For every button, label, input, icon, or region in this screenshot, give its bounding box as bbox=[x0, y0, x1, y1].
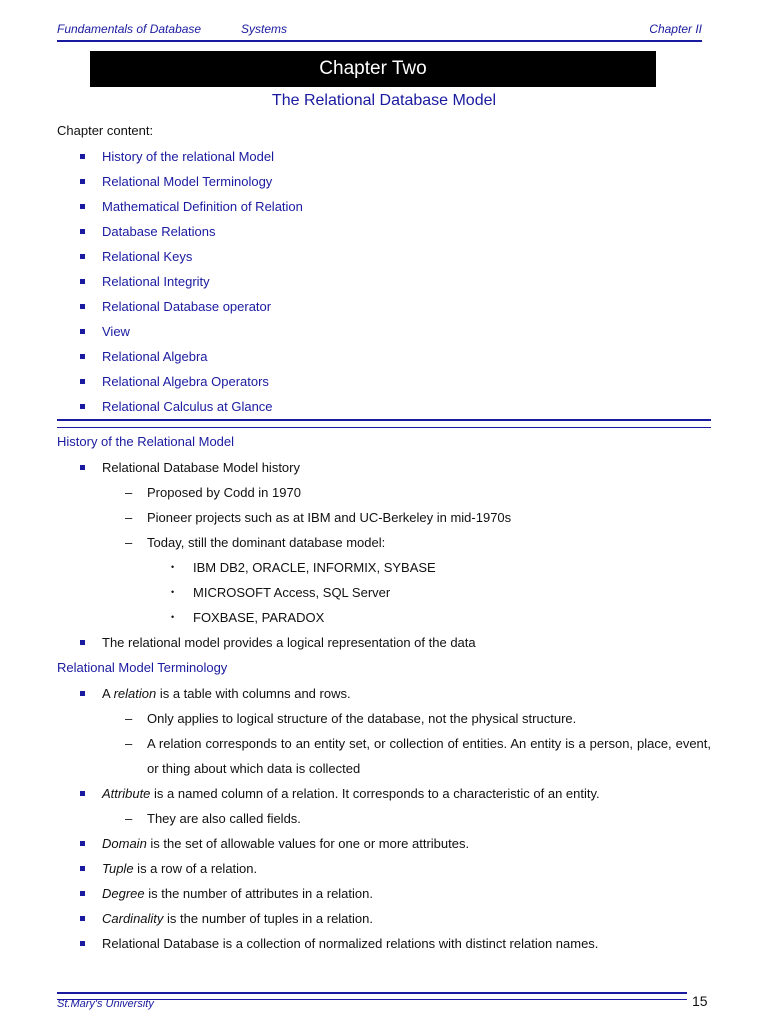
term-word: relation bbox=[113, 686, 157, 701]
footer-university: St.Mary's University bbox=[57, 998, 154, 1010]
contents-item[interactable]: Database Relations bbox=[57, 219, 712, 244]
contents-label: Chapter content: bbox=[57, 123, 154, 138]
contents-item[interactable]: Relational Database operator bbox=[57, 294, 712, 319]
running-header bbox=[57, 22, 702, 38]
history-section bbox=[57, 455, 711, 655]
term-word: Degree bbox=[102, 886, 145, 901]
page-number: 15 bbox=[692, 993, 708, 1009]
term-word: Domain bbox=[102, 836, 147, 851]
contents-list bbox=[57, 144, 712, 419]
term-definition: is a named column of a relation. It corresponds to a characteristic of an entity. bbox=[150, 786, 600, 801]
history-sub-item: – Proposed by Codd in 1970 bbox=[57, 480, 711, 505]
attribute-sub-item: – They are also called fields. bbox=[57, 806, 711, 831]
contents-item[interactable]: Relational Algebra bbox=[57, 344, 712, 369]
history-item: The relational model provides a logical representation of the data bbox=[57, 630, 711, 655]
term-definition: is the number of tuples in a relation. bbox=[163, 911, 373, 926]
term-definition: is the number of attributes in a relation. bbox=[144, 886, 373, 901]
header-rule bbox=[57, 40, 702, 42]
section-title-history: History of the Relational Model bbox=[57, 434, 235, 449]
term-word: Attribute bbox=[102, 786, 151, 801]
term-degree bbox=[57, 881, 711, 906]
history-item: Relational Database Model history bbox=[57, 455, 711, 480]
term-tuple bbox=[57, 856, 711, 881]
term-relation bbox=[57, 681, 711, 706]
product-item: • IBM DB2, ORACLE, INFORMIX, SYBASE bbox=[57, 555, 711, 580]
term-attribute bbox=[57, 781, 711, 806]
term-word: Tuple bbox=[102, 861, 134, 876]
history-sub-item: – Pioneer projects such as at IBM and UC-Berkeley in mid-1970s bbox=[57, 505, 711, 530]
term-relational-database: Relational Database is a collection of normalized relations with distinct relation names. bbox=[57, 931, 711, 956]
header-title-cont: Systems bbox=[241, 22, 288, 36]
contents-item[interactable]: Relational Integrity bbox=[57, 269, 712, 294]
contents-item[interactable]: Relational Model Terminology bbox=[57, 169, 712, 194]
relation-sub-item: – Only applies to logical structure of the database, not the physical structure. bbox=[57, 706, 711, 731]
term-prefix: A bbox=[102, 686, 114, 701]
term-domain bbox=[57, 831, 711, 856]
term-definition: is a row of a relation. bbox=[133, 861, 258, 876]
product-item: • FOXBASE, PARADOX bbox=[57, 605, 711, 630]
term-cardinality bbox=[57, 906, 711, 931]
chapter-subtitle: The Relational Database Model bbox=[271, 92, 497, 109]
header-chapter: Chapter II bbox=[649, 22, 702, 36]
contents-item[interactable]: Relational Algebra Operators bbox=[57, 369, 712, 394]
header-title: Fundamentals of Database bbox=[57, 22, 202, 36]
section-divider bbox=[57, 419, 711, 428]
contents-item[interactable]: Mathematical Definition of Relation bbox=[57, 194, 712, 219]
relation-sub-item: – A relation corresponds to an entity set, or collection of entities. An entity is a person, place, event, or thing about which data is collected bbox=[57, 731, 711, 781]
history-sub-item: – Today, still the dominant database model: bbox=[57, 530, 711, 555]
terminology-section bbox=[57, 681, 711, 956]
term-definition: is the set of allowable values for one or more attributes. bbox=[146, 836, 470, 851]
chapter-banner: Chapter Two bbox=[90, 51, 656, 87]
contents-item[interactable]: View bbox=[57, 319, 712, 344]
contents-item[interactable]: History of the relational Model bbox=[57, 144, 712, 169]
contents-item[interactable]: Relational Keys bbox=[57, 244, 712, 269]
contents-item[interactable]: Relational Calculus at Glance bbox=[57, 394, 712, 419]
term-word: Cardinality bbox=[102, 911, 164, 926]
section-title-terminology: Relational Model Terminology bbox=[57, 660, 228, 675]
term-definition: is a table with columns and rows. bbox=[156, 686, 351, 701]
product-item: • MICROSOFT Access, SQL Server bbox=[57, 580, 711, 605]
